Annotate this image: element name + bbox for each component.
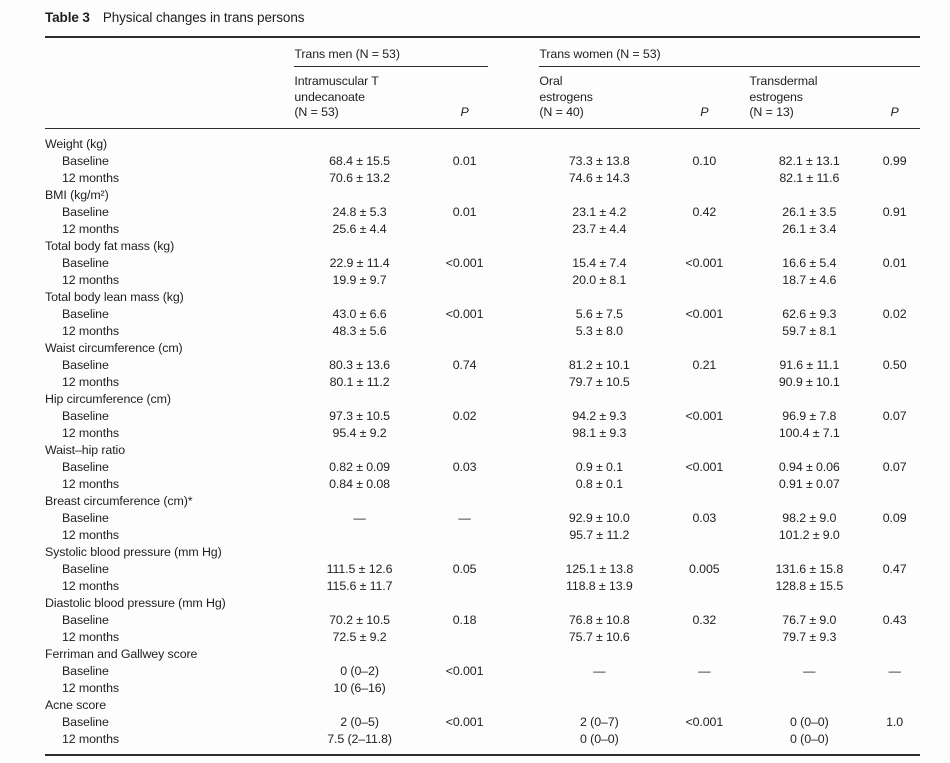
value-cell: 73.3 ± 13.8	[568, 153, 630, 168]
p-value-cell	[659, 527, 749, 544]
section-header-row	[45, 646, 920, 663]
value-cell: 0.84 ± 0.08	[329, 476, 390, 491]
value-cell: 76.8 ± 10.8	[568, 612, 630, 627]
value-cell: 72.5 ± 9.2	[332, 629, 387, 644]
data-row	[45, 459, 920, 476]
p-value-cell	[869, 221, 920, 238]
data-row	[45, 374, 920, 391]
value-cell: 100.4 ± 7.1	[778, 425, 840, 440]
table-number: Table 3	[45, 10, 90, 25]
row-label: Baseline	[62, 357, 109, 372]
p-value-cell: <0.001	[685, 459, 724, 474]
section-header-row	[45, 340, 920, 357]
value-cell: 82.1 ± 13.1	[778, 153, 840, 168]
data-row	[45, 153, 920, 170]
group-trans-women-label: Trans women (N = 53)	[539, 47, 920, 67]
value-cell: 82.1 ± 11.6	[779, 170, 840, 185]
header-line: Transdermal	[749, 74, 818, 88]
value-cell: 20.0 ± 8.1	[572, 272, 627, 287]
p-value-cell: 0.01	[452, 153, 477, 168]
p-value-cell	[425, 170, 505, 187]
gap-cell	[504, 255, 539, 272]
col-header-oral-estrogens	[539, 67, 659, 128]
value-cell: 5.6 ± 7.5	[575, 306, 623, 321]
value-cell: —	[803, 663, 816, 678]
gap-cell	[504, 357, 539, 374]
data-row	[45, 476, 920, 493]
p-value-cell: 0.02	[882, 306, 907, 321]
data-row	[45, 578, 920, 595]
group-trans-men-label: Trans men (N = 53)	[294, 47, 488, 67]
gap-cell	[504, 680, 539, 697]
data-row	[45, 510, 920, 527]
p-value-cell: 0.50	[882, 357, 907, 372]
p-value-cell	[869, 323, 920, 340]
value-cell: 97.3 ± 10.5	[329, 408, 390, 423]
p-value-cell: <0.001	[445, 714, 484, 729]
header-line: estrogens	[749, 89, 803, 104]
group-header-trans-men	[294, 37, 504, 67]
p-value-cell	[659, 272, 749, 289]
value-cell: 19.9 ± 9.7	[332, 272, 387, 287]
p-value-cell: 0.42	[692, 204, 717, 219]
header-line: Oral	[539, 74, 563, 88]
value-cell: 26.1 ± 3.4	[782, 221, 837, 236]
p-value-cell	[659, 374, 749, 391]
row-label: 12 months	[62, 272, 119, 287]
section-name: Hip circumference (cm)	[45, 391, 171, 406]
gap-cell	[504, 153, 539, 170]
p-value-cell	[659, 578, 749, 595]
value-cell: 76.7 ± 9.0	[782, 612, 837, 627]
p-value-cell: 1.0	[886, 714, 904, 729]
section-header-row	[45, 442, 920, 459]
section-name: Diastolic blood pressure (mm Hg)	[45, 595, 226, 610]
p-value-cell	[869, 731, 920, 755]
data-row	[45, 714, 920, 731]
row-label: 12 months	[62, 425, 119, 440]
value-cell: 80.3 ± 13.6	[329, 357, 390, 372]
p-value-cell	[659, 476, 749, 493]
value-cell: 7.5 (2–11.8)	[327, 731, 392, 746]
value-cell: 2 (0–7)	[580, 714, 619, 729]
p-value-cell: 0.21	[692, 357, 717, 372]
header-line: (N = 53)	[294, 105, 339, 119]
row-label: Baseline	[62, 408, 109, 423]
section-header-row	[45, 595, 920, 612]
value-cell: 81.2 ± 10.1	[568, 357, 630, 372]
physical-changes-table	[45, 36, 920, 756]
p-value-cell: 0.43	[882, 612, 907, 627]
p-value-cell: 0.03	[692, 510, 717, 525]
value-cell: 0 (0–0)	[580, 731, 619, 746]
section-header-row	[45, 238, 920, 255]
p-value-cell: 0.47	[882, 561, 907, 576]
gap-cell	[504, 731, 539, 755]
p-value-cell: 0.05	[452, 561, 477, 576]
row-label: 12 months	[62, 629, 119, 644]
data-row	[45, 272, 920, 289]
p-value-cell: 0.18	[452, 612, 477, 627]
p-value-cell: 0.03	[452, 459, 477, 474]
value-cell: 95.4 ± 9.2	[332, 425, 387, 440]
p-value-cell	[425, 476, 505, 493]
p-value-cell	[869, 476, 920, 493]
value-cell: —	[593, 663, 606, 678]
value-cell: 80.1 ± 11.2	[329, 374, 390, 389]
value-cell: 95.7 ± 11.2	[569, 527, 630, 542]
p-value-cell: <0.001	[685, 255, 724, 270]
corner-cell	[45, 37, 294, 67]
data-row	[45, 612, 920, 629]
p-value-cell	[425, 425, 505, 442]
value-cell: 96.9 ± 7.8	[782, 408, 837, 423]
section-header-row	[45, 391, 920, 408]
p-value-cell: 0.09	[882, 510, 907, 525]
gap-cell	[504, 170, 539, 187]
section-header-row	[45, 187, 920, 204]
data-row	[45, 357, 920, 374]
data-row	[45, 204, 920, 221]
data-row	[45, 629, 920, 646]
data-row	[45, 255, 920, 272]
gap-cell	[504, 476, 539, 493]
row-label: 12 months	[62, 170, 119, 185]
p-value-cell	[425, 578, 505, 595]
value-cell: 91.6 ± 11.1	[779, 357, 840, 372]
p-value-cell: —	[698, 663, 711, 678]
p-value-cell	[869, 527, 920, 544]
header-line: estrogens	[539, 89, 593, 104]
data-row	[45, 731, 920, 755]
p-value-cell	[425, 221, 505, 238]
value-cell: 0.9 ± 0.1	[575, 459, 623, 474]
p-value-cell	[659, 680, 749, 697]
data-row	[45, 306, 920, 323]
value-cell: 75.7 ± 10.6	[568, 629, 630, 644]
row-label: 12 months	[62, 374, 119, 389]
col-header-p-oral: P	[659, 67, 749, 128]
p-value-cell: 0.10	[692, 153, 717, 168]
row-label: Baseline	[62, 459, 109, 474]
gap-cell	[504, 323, 539, 340]
value-cell: 18.7 ± 4.6	[782, 272, 837, 287]
data-row	[45, 425, 920, 442]
value-cell: 79.7 ± 10.5	[568, 374, 630, 389]
value-cell: 98.1 ± 9.3	[572, 425, 627, 440]
value-cell: 24.8 ± 5.3	[332, 204, 387, 219]
data-row	[45, 561, 920, 578]
p-value-cell: 0.32	[692, 612, 717, 627]
p-value-cell: 0.07	[882, 459, 907, 474]
data-row	[45, 323, 920, 340]
row-label: Baseline	[62, 153, 109, 168]
value-cell: 62.6 ± 9.3	[782, 306, 837, 321]
section-name: Total body fat mass (kg)	[45, 238, 175, 253]
value-cell: 125.1 ± 13.8	[565, 561, 634, 576]
section-header-row	[45, 128, 920, 153]
section-name: Breast circumference (cm)*	[45, 493, 193, 508]
group-header-trans-women	[539, 37, 920, 67]
value-cell: 118.8 ± 13.9	[565, 578, 633, 593]
gap-cell	[504, 306, 539, 323]
data-row	[45, 527, 920, 544]
gap-cell	[504, 408, 539, 425]
value-cell: 0.94 ± 0.06	[778, 459, 840, 474]
gap-cell	[504, 527, 539, 544]
p-value-cell: 0.99	[882, 153, 907, 168]
gap-cell	[504, 629, 539, 646]
col-header-transdermal-estrogens	[749, 67, 869, 128]
p-value-cell: —	[888, 663, 901, 678]
p-value-cell	[869, 578, 920, 595]
p-value-cell	[869, 680, 920, 697]
row-label: 12 months	[62, 731, 119, 746]
row-label: Baseline	[62, 510, 109, 525]
p-value-cell: 0.01	[882, 255, 907, 270]
row-label: Baseline	[62, 663, 109, 678]
value-cell: 23.7 ± 4.4	[572, 221, 627, 236]
value-cell: 2 (0–5)	[340, 714, 379, 729]
data-row	[45, 680, 920, 697]
section-name: Waist–hip ratio	[45, 442, 125, 457]
p-value-cell	[425, 527, 505, 544]
p-value-cell: <0.001	[445, 255, 484, 270]
p-value-cell	[659, 323, 749, 340]
value-cell: 0.8 ± 0.1	[575, 476, 623, 491]
value-cell: 5.3 ± 8.0	[575, 323, 623, 338]
p-value-cell: 0.02	[452, 408, 477, 423]
p-value-cell: <0.001	[445, 663, 484, 678]
value-cell	[294, 527, 424, 544]
header-line: (N = 13)	[749, 105, 794, 119]
section-name: Weight (kg)	[45, 136, 108, 151]
value-cell: 10 (6–16)	[333, 680, 386, 695]
value-cell: 79.7 ± 9.3	[782, 629, 837, 644]
row-label: 12 months	[62, 221, 119, 236]
value-cell	[749, 680, 869, 697]
data-row	[45, 221, 920, 238]
value-cell: 0.91 ± 0.07	[778, 476, 840, 491]
data-row	[45, 663, 920, 680]
row-label: Baseline	[62, 561, 109, 576]
section-name: Acne score	[45, 697, 106, 712]
p-value-cell: 0.01	[452, 204, 477, 219]
value-cell: 0.82 ± 0.09	[329, 459, 390, 474]
row-label: Baseline	[62, 612, 109, 627]
value-cell: 0 (0–0)	[790, 714, 829, 729]
value-cell: 26.1 ± 3.5	[782, 204, 837, 219]
p-value-cell: —	[458, 510, 471, 525]
p-value-cell: 0.74	[452, 357, 477, 372]
value-cell	[539, 680, 659, 697]
p-value-cell	[869, 629, 920, 646]
value-cell: 59.7 ± 8.1	[782, 323, 837, 338]
p-value-cell	[425, 374, 505, 391]
row-label: 12 months	[62, 578, 119, 593]
col-header-intramuscular-t	[294, 67, 424, 128]
value-cell: 94.2 ± 9.3	[572, 408, 627, 423]
value-cell: 74.6 ± 14.3	[568, 170, 630, 185]
gap-header-cell	[504, 67, 539, 128]
value-cell: —	[353, 510, 366, 525]
value-cell: 98.2 ± 9.0	[782, 510, 837, 525]
gap-cell	[504, 425, 539, 442]
row-label: 12 months	[62, 476, 119, 491]
table-title: Physical changes in trans persons	[102, 10, 305, 25]
value-cell: 92.9 ± 10.0	[568, 510, 630, 525]
header-line: undecanoate	[294, 89, 365, 104]
p-value-cell	[425, 731, 505, 755]
row-label: Baseline	[62, 306, 109, 321]
value-cell: 48.3 ± 5.6	[332, 323, 387, 338]
row-label: Baseline	[62, 255, 109, 270]
value-cell: 25.6 ± 4.4	[332, 221, 387, 236]
p-value-cell	[425, 680, 505, 697]
p-value-cell	[659, 221, 749, 238]
empty-header-cell	[45, 67, 294, 128]
row-label: 12 months	[62, 323, 119, 338]
gap-cell	[504, 272, 539, 289]
gap-cell	[504, 714, 539, 731]
p-value-cell	[425, 629, 505, 646]
value-cell: 23.1 ± 4.2	[572, 204, 627, 219]
p-value-cell: 0.07	[882, 408, 907, 423]
gap-cell	[504, 221, 539, 238]
gap-cell	[504, 459, 539, 476]
value-cell: 43.0 ± 6.6	[332, 306, 387, 321]
p-value-cell: <0.001	[685, 714, 724, 729]
value-cell: 0 (0–0)	[790, 731, 829, 746]
p-value-cell	[659, 425, 749, 442]
p-value-cell: 0.91	[882, 204, 907, 219]
gap-cell	[504, 510, 539, 527]
value-cell: 101.2 ± 9.0	[778, 527, 840, 542]
p-value-cell: 0.005	[689, 561, 720, 576]
gap-cell	[504, 663, 539, 680]
table-body	[45, 128, 920, 755]
p-value-cell	[425, 323, 505, 340]
gap-cell	[504, 204, 539, 221]
p-value-cell	[659, 170, 749, 187]
col-header-p-trans-men: P	[425, 67, 505, 128]
p-value-cell	[869, 374, 920, 391]
section-name: Total body lean mass (kg)	[45, 289, 184, 304]
p-value-cell	[659, 629, 749, 646]
value-cell: 70.6 ± 13.2	[329, 170, 390, 185]
row-label: Baseline	[62, 714, 109, 729]
p-value-cell	[869, 272, 920, 289]
section-name: Waist circumference (cm)	[45, 340, 183, 355]
row-label: 12 months	[62, 680, 119, 695]
p-value-cell	[869, 425, 920, 442]
gap-cell	[504, 374, 539, 391]
row-label: 12 months	[62, 527, 119, 542]
p-value-cell	[659, 731, 749, 755]
gap-cell	[504, 37, 539, 67]
section-header-row	[45, 493, 920, 510]
gap-cell	[504, 612, 539, 629]
section-header-row	[45, 289, 920, 306]
row-label: Baseline	[62, 204, 109, 219]
value-cell: 70.2 ± 10.5	[329, 612, 390, 627]
section-name: Systolic blood pressure (mm Hg)	[45, 544, 222, 559]
col-header-p-transdermal: P	[869, 67, 920, 128]
value-cell: 15.4 ± 7.4	[572, 255, 627, 270]
header-line: (N = 40)	[539, 105, 584, 119]
section-name: Ferriman and Gallwey score	[45, 646, 198, 661]
table-caption	[45, 10, 920, 25]
p-value-cell	[425, 272, 505, 289]
value-cell: 131.6 ± 15.8	[775, 561, 844, 576]
section-name: BMI (kg/m²)	[45, 187, 109, 202]
value-cell: 128.8 ± 15.5	[775, 578, 844, 593]
section-header-row	[45, 697, 920, 714]
value-cell: 68.4 ± 15.5	[329, 153, 390, 168]
section-header-row	[45, 544, 920, 561]
data-row	[45, 170, 920, 187]
p-value-cell: <0.001	[445, 306, 484, 321]
value-cell: 90.9 ± 10.1	[778, 374, 840, 389]
value-cell: 22.9 ± 11.4	[329, 255, 390, 270]
value-cell: 0 (0–2)	[340, 663, 379, 678]
p-value-cell	[869, 170, 920, 187]
value-cell: 16.6 ± 5.4	[782, 255, 837, 270]
gap-cell	[504, 561, 539, 578]
data-row	[45, 408, 920, 425]
value-cell: 111.5 ± 12.6	[326, 561, 393, 576]
value-cell: 115.6 ± 11.7	[326, 578, 393, 593]
p-value-cell: <0.001	[685, 306, 724, 321]
header-line: Intramuscular T	[294, 74, 379, 88]
column-header-row	[45, 67, 920, 128]
gap-cell	[504, 578, 539, 595]
group-header-row	[45, 37, 920, 67]
p-value-cell: <0.001	[685, 408, 724, 423]
